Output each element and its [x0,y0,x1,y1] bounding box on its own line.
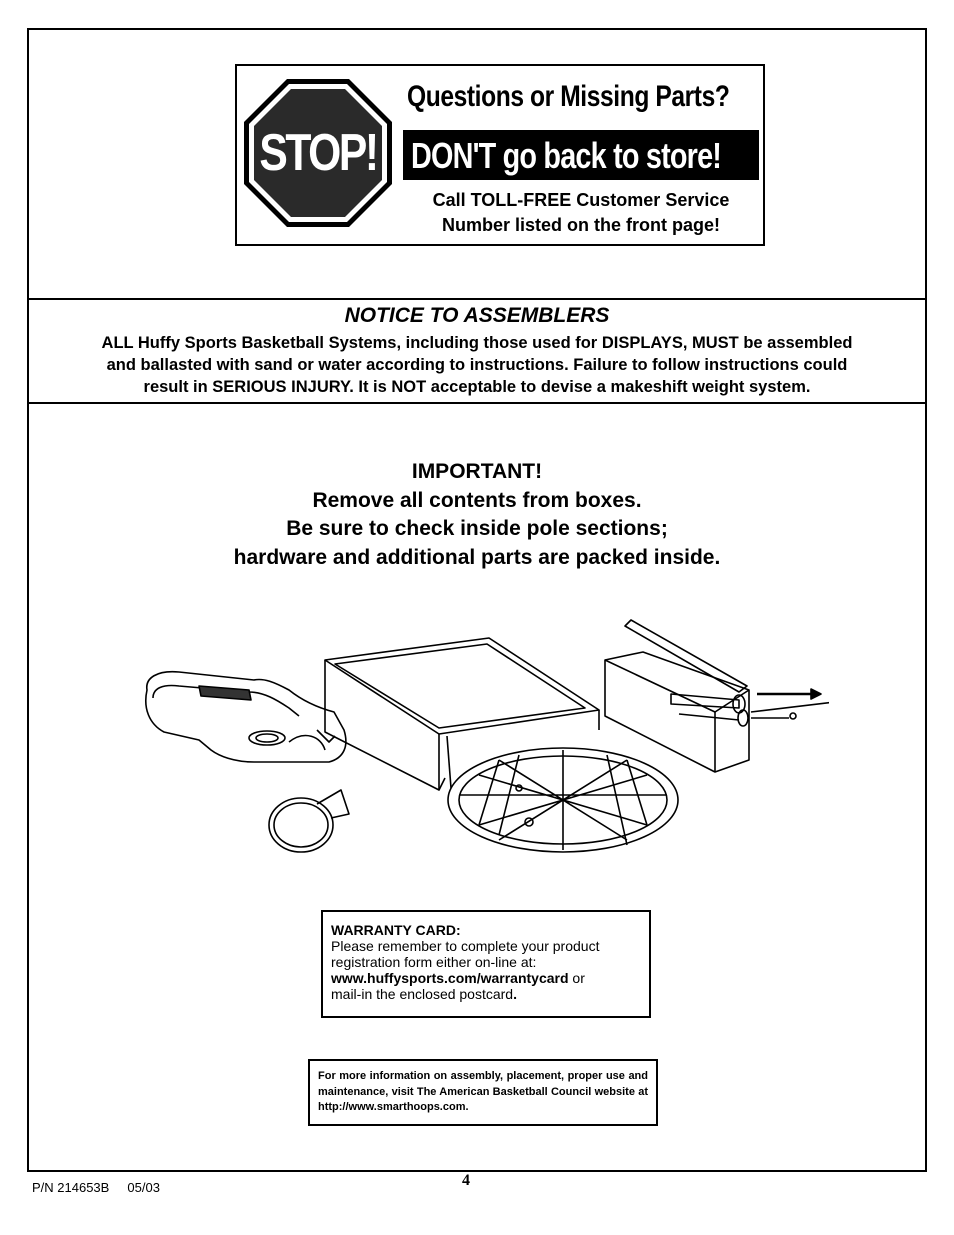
call-line-2: Number listed on the front page! [441,215,720,235]
warranty-text [331,986,641,1002]
warranty-period: . [513,986,517,1002]
section-divider [29,402,925,404]
important-line: Be sure to check inside pole sections; [286,517,668,540]
notice-line: ALL Huffy Sports Basketball Systems, including those used for DISPLAYS, MUST be assembled [101,334,853,352]
warranty-url-line [331,970,641,986]
notice-title: NOTICE TO ASSEMBLERS [344,304,610,327]
print-date: 05/03 [127,1180,160,1195]
info-box: For more information on assembly, placement, proper use and maintenance, visit The American Basketball Council website at http://www.smarthoops.com. [308,1059,658,1126]
backboard-frame-drawing [448,748,678,852]
missing-parts-question: Questions or Missing Parts? [407,80,730,113]
stop-sign-icon [243,78,393,228]
important-line: Remove all contents from boxes. [312,488,642,512]
warranty-heading: WARRANTY CARD: [331,922,461,938]
page-number: 4 [462,1172,470,1189]
notice-line: and ballasted with sand or water according to instructions. Failure to follow instructions could [106,356,848,374]
warranty-mail-line: mail-in the enclosed postcard [331,986,514,1002]
notice-body [43,332,911,398]
warranty-url[interactable]: www.huffysports.com/warrantycard [331,970,569,986]
call-line-1: Call TOLL-FREE Customer Service [432,190,730,210]
notice-line: result in SERIOUS INJURY. It is NOT acceptable to devise a makeshift weight system. [143,378,811,396]
important-notice [29,458,925,572]
part-number: P/N 214653B [32,1180,110,1195]
pole-box-drawing [605,620,829,772]
base-tank-drawing [146,672,346,762]
page-frame [27,28,927,1172]
important-heading: IMPORTANT! [411,460,543,483]
warranty-text: registration form either on-line at: [331,954,537,970]
rim-ring-drawing [269,790,349,852]
warranty-card [321,910,651,1018]
stop-banner [235,64,765,246]
section-divider [29,298,925,300]
footer-part-number [32,1180,160,1195]
important-line: hardware and additional parts are packed inside. [233,545,721,569]
dont-go-back-bar [403,130,759,180]
warranty-text: Please remember to complete your product [331,938,600,954]
dont-go-back-text: DON'T go back to store! [411,135,722,176]
parts-illustration [139,590,829,865]
stop-sign-text: STOP! [259,124,377,182]
warranty-or: or [568,970,585,986]
